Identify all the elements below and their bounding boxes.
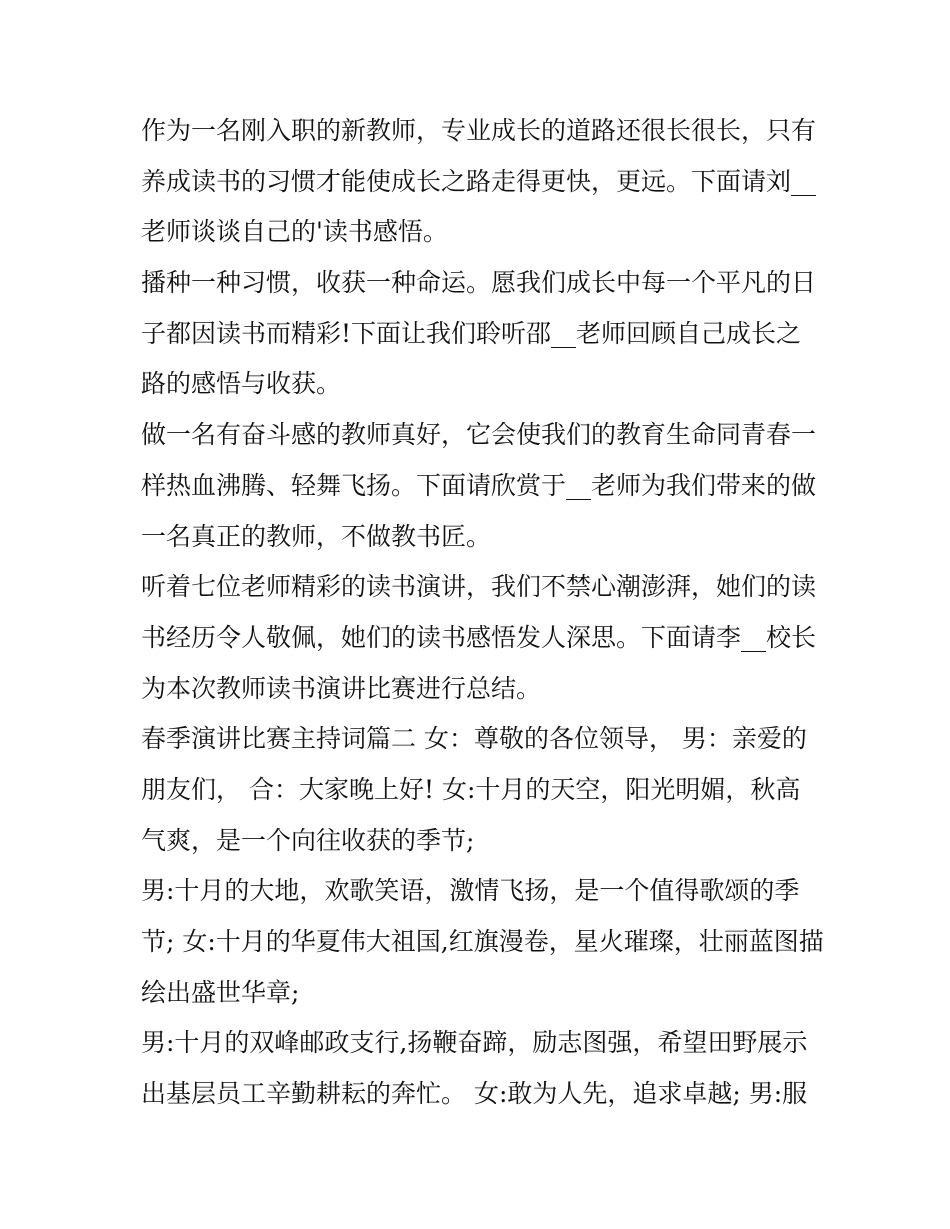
text-line: 为本次教师读书演讲比赛进行总结。 (141, 673, 542, 703)
text-line: 播种一种习惯，收获一种命运。愿我们成长中每一个平凡的日 (141, 268, 817, 298)
text-line: 一名真正的教师，不做教书匠。 (141, 521, 492, 551)
text-line: 男:十月的双峰邮政支行,扬鞭奋蹄，励志图强，希望田野展示 (141, 1028, 808, 1058)
text-line: 出基层员工辛勤耕耘的奔忙。 女:敢为人先，追求卓越; 男:服 (141, 1079, 808, 1109)
text-line: 绘出盛世华章; (141, 977, 300, 1007)
paragraph-7 (141, 1018, 821, 1119)
text-line: 老师谈谈自己的'读书感悟。 (141, 217, 448, 247)
text-line: 子都因读书而精彩!下面让我们聆听邵__老师回顾自己成长之 (141, 318, 802, 348)
text-line: 节; 女:十月的华夏伟大祖国,红旗漫卷，星火璀璨，壮丽蓝图描 (141, 927, 824, 956)
document-body (141, 106, 824, 1120)
paragraph-3 (141, 410, 821, 562)
paragraph-6 (141, 866, 824, 1018)
paragraph-5 (141, 714, 821, 866)
text-line: 作为一名刚入职的新教师，专业成长的道路还很长很长，只有 (141, 116, 817, 145)
text-line: 听着七位老师精彩的读书演讲，我们不禁心潮澎湃，她们的读 (141, 572, 817, 602)
text-line: 春季演讲比赛主持词篇二 女：尊敬的各位领导， 男：亲爱的 (141, 724, 807, 754)
text-line: 路的感悟与收获。 (141, 369, 342, 399)
text-line: 样热血沸腾、轻舞飞扬。下面请欣赏于__老师为我们带来的做 (141, 470, 817, 500)
text-line: 做一名有奋斗感的教师真好，它会使我们的教育生命同青春一 (141, 420, 817, 450)
paragraph-2 (141, 258, 821, 410)
paragraph-1 (141, 106, 821, 258)
text-line: 男:十月的大地，欢歌笑语，激情飞扬，是一个值得歌颂的季 (141, 876, 800, 906)
text-line: 气爽，是一个向往收获的季节; (141, 825, 475, 855)
paragraph-4 (141, 562, 821, 714)
text-line: 朋友们， 合：大家晚上好! 女:十月的天空，阳光明媚，秋高 (141, 774, 801, 804)
text-line: 书经历令人敬佩，她们的读书感悟发人深思。下面请李__校长 (141, 622, 817, 652)
text-line: 养成读书的习惯才能使成长之路走得更快，更远。下面请刘__ (141, 166, 817, 196)
